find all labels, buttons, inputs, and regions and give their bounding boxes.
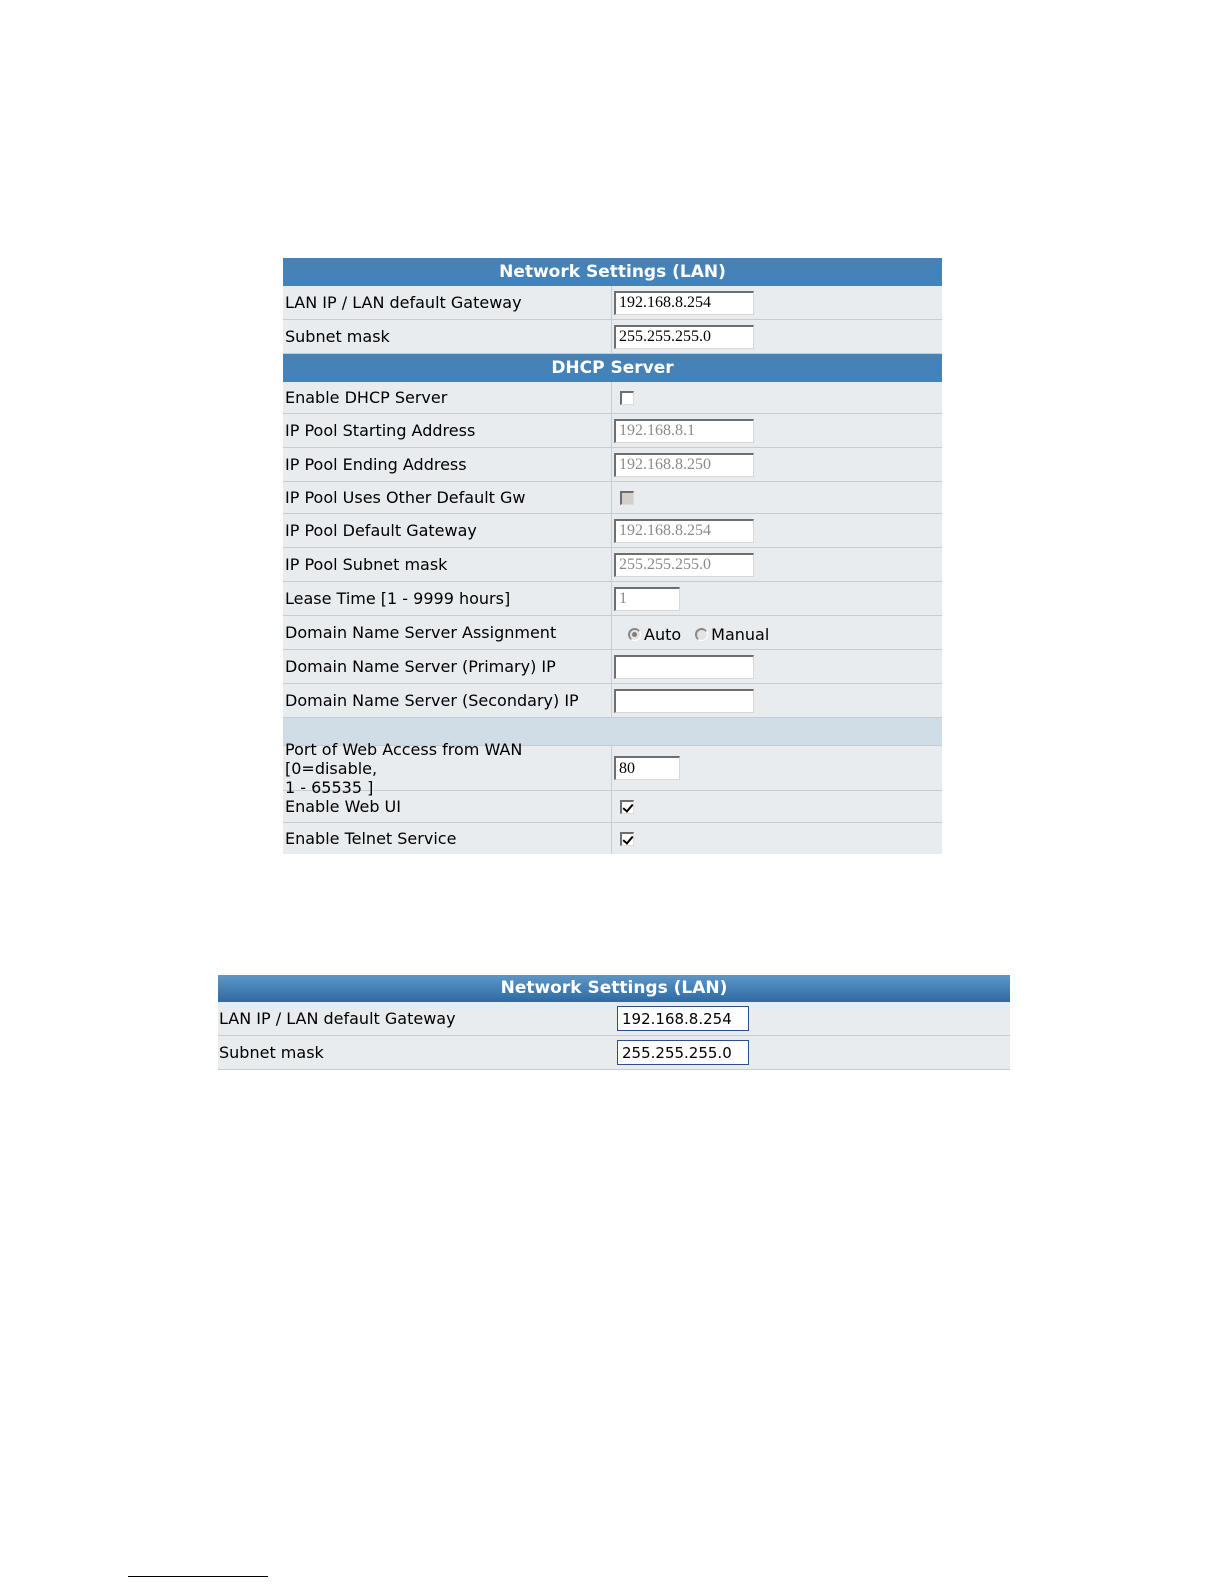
- dns-manual-radio[interactable]: [695, 628, 708, 641]
- network-settings-panel-compact: [218, 975, 1010, 1070]
- web-port-label: [283, 739, 612, 797]
- lan-ip-label: LAN IP / LAN default Gateway: [283, 286, 612, 319]
- dns-assignment-label: Domain Name Server Assignment: [283, 616, 612, 649]
- dns-secondary-input[interactable]: [614, 689, 754, 713]
- subnet-mask-input-compact[interactable]: [617, 1040, 749, 1065]
- dhcp-section-header: DHCP Server: [283, 354, 942, 382]
- lan-ip-row-compact: [218, 1002, 1010, 1036]
- subnet-mask-label-compact: Subnet mask: [219, 1043, 324, 1062]
- subnet-mask-row-compact: [218, 1036, 1010, 1070]
- pool-other-gw-label: IP Pool Uses Other Default Gw: [283, 482, 612, 513]
- web-port-label-line2: 1 - 65535 ]: [285, 777, 374, 797]
- web-port-input[interactable]: [614, 756, 680, 780]
- pool-gw-input[interactable]: [614, 519, 754, 543]
- pool-gw-row: [283, 514, 942, 548]
- enable-dhcp-label: Enable DHCP Server: [283, 382, 612, 413]
- network-settings-panel: [283, 258, 942, 854]
- web-ui-checkbox[interactable]: [620, 800, 634, 814]
- dns-primary-label: Domain Name Server (Primary) IP: [283, 650, 612, 683]
- subnet-mask-label: Subnet mask: [283, 320, 612, 353]
- dns-secondary-row: [283, 684, 942, 718]
- telnet-row: [283, 823, 942, 854]
- dns-auto-label: Auto: [644, 625, 682, 644]
- telnet-checkbox[interactable]: [620, 832, 634, 846]
- lan-section-header: Network Settings (LAN): [283, 258, 942, 286]
- pool-mask-label: IP Pool Subnet mask: [283, 548, 612, 581]
- pool-end-row: [283, 448, 942, 482]
- telnet-label: Enable Telnet Service: [283, 823, 612, 854]
- dns-auto-radio[interactable]: [628, 628, 641, 641]
- lan-ip-input-compact[interactable]: [617, 1006, 749, 1031]
- lan-section-header-compact: Network Settings (LAN): [218, 975, 1010, 1002]
- web-port-row: [283, 739, 942, 797]
- subnet-mask-row: [283, 320, 942, 354]
- enable-dhcp-checkbox[interactable]: [620, 391, 634, 405]
- pool-mask-row: [283, 548, 942, 582]
- lease-time-input[interactable]: [614, 587, 680, 611]
- web-port-label-line1: Port of Web Access from WAN [0=disable,: [285, 739, 523, 778]
- pool-gw-label: IP Pool Default Gateway: [283, 514, 612, 547]
- pool-start-row: [283, 414, 942, 448]
- dns-manual-label: Manual: [711, 625, 770, 644]
- web-ui-label: Enable Web UI: [283, 791, 612, 822]
- lan-ip-input[interactable]: [614, 291, 754, 315]
- enable-dhcp-row: [283, 382, 942, 414]
- subnet-mask-input[interactable]: [614, 325, 754, 349]
- pool-other-gw-checkbox[interactable]: [620, 491, 634, 505]
- dns-primary-input[interactable]: [614, 655, 754, 679]
- lan-ip-label-compact: LAN IP / LAN default Gateway: [219, 1009, 456, 1028]
- dns-assignment-row: [283, 616, 942, 650]
- lease-time-row: [283, 582, 942, 616]
- lan-ip-row: [283, 286, 942, 320]
- pool-end-label: IP Pool Ending Address: [283, 448, 612, 481]
- pool-mask-input[interactable]: [614, 553, 754, 577]
- pool-end-input[interactable]: [614, 453, 754, 477]
- dns-primary-row: [283, 650, 942, 684]
- dns-secondary-label: Domain Name Server (Secondary) IP: [283, 684, 612, 717]
- footnote-rule: [128, 1576, 268, 1577]
- pool-start-label: IP Pool Starting Address: [283, 414, 612, 447]
- pool-other-gw-row: [283, 482, 942, 514]
- lease-time-label: Lease Time [1 - 9999 hours]: [283, 582, 612, 615]
- web-ui-row: [283, 791, 942, 823]
- pool-start-input[interactable]: [614, 419, 754, 443]
